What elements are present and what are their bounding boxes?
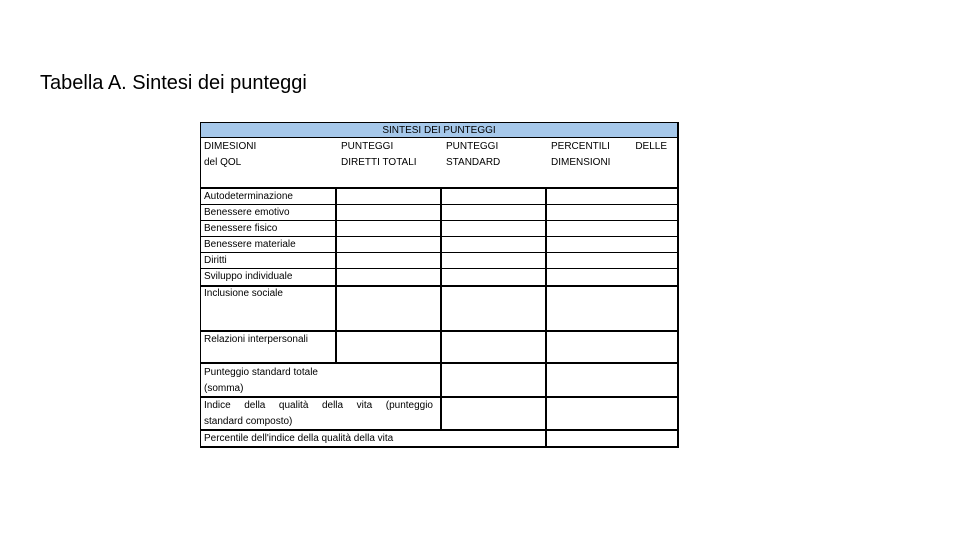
header-punteggi-standard-sub: STANDARD xyxy=(446,157,501,168)
dimension-label: Sviluppo individuale xyxy=(204,271,293,282)
dimension-label: Autodeterminazione xyxy=(204,191,293,202)
table-border xyxy=(545,187,547,447)
header-punteggi-diretti: PUNTEGGI xyxy=(341,141,394,152)
summary-percentile: Percentile dell'indice della qualità della vita xyxy=(204,433,394,444)
header-percentili-word: PERCENTILI xyxy=(551,141,610,152)
dimension-label: Diritti xyxy=(204,255,227,266)
header-dimensioni-sub: del QOL xyxy=(204,157,242,168)
dimension-label: Benessere materiale xyxy=(204,239,296,250)
table-banner: SINTESI DEI PUNTEGGI xyxy=(382,125,496,136)
dimension-label: Relazioni interpersonali xyxy=(204,334,308,345)
page-title: Tabella A. Sintesi dei punteggi xyxy=(40,72,307,94)
dimension-label: Benessere emotivo xyxy=(204,207,290,218)
header-punteggi-diretti-sub: DIRETTI TOTALI xyxy=(341,157,417,168)
summary-indice: Indice della qualità della vita (punteggio xyxy=(204,400,433,411)
header-percentili-word: DELLE xyxy=(635,141,667,152)
dimension-label: Inclusione sociale xyxy=(204,288,283,299)
header-punteggi-standard: PUNTEGGI xyxy=(446,141,499,152)
header-percentili xyxy=(551,139,667,155)
summary-totale: Punteggio standard totale xyxy=(204,367,318,378)
summary-totale-sub: (somma) xyxy=(204,383,244,394)
summary-indice-sub: standard composto) xyxy=(204,416,293,427)
table-border xyxy=(200,362,678,364)
table-border xyxy=(440,187,442,431)
header-dimensioni: DIMESIONI xyxy=(204,141,257,152)
dimension-label: Benessere fisico xyxy=(204,223,278,234)
table-border xyxy=(335,187,337,364)
header-percentili-sub: DIMENSIONI xyxy=(551,157,611,168)
